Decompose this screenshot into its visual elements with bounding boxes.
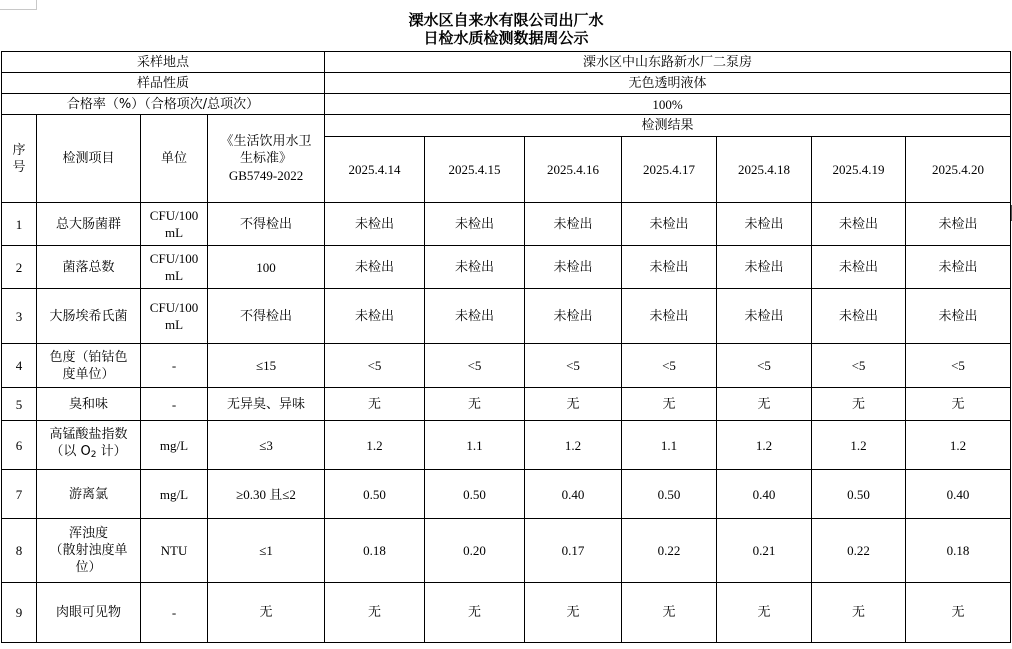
result-cell: <5 — [812, 344, 906, 388]
row-item-line: 大肠埃希氏菌 — [49, 308, 128, 324]
info-value: 100% — [325, 94, 1011, 115]
header-results: 检测结果 — [325, 115, 1011, 137]
result-cell: 1.2 — [906, 421, 1011, 470]
report-title: 溧水区自来水有限公司出厂水 — [408, 11, 604, 29]
header-standard-line: GB5749-2022 — [228, 168, 304, 183]
header-standard-line: 生标准》 — [240, 151, 293, 166]
row-item-line: 肉眼可见物 — [55, 605, 121, 620]
row-unit-line: CFU/100 — [149, 208, 199, 223]
result-cell: 0.40 — [906, 470, 1011, 519]
header-row — [2, 115, 1011, 137]
row-unit — [141, 246, 208, 289]
row-item — [37, 289, 141, 344]
row-item-part: 计） — [96, 444, 127, 459]
info-label: 样品性质 — [2, 73, 325, 94]
result-cell: 未检出 — [622, 203, 717, 246]
row-item — [37, 388, 141, 421]
result-cell: 1.1 — [425, 421, 525, 470]
result-cell: 无 — [812, 583, 906, 643]
row-limit: 不得检出 — [208, 289, 325, 344]
row-item-line: 游离氯 — [68, 486, 108, 502]
result-cell: 未检出 — [812, 203, 906, 246]
row-item-line: 臭和味 — [68, 396, 108, 412]
result-cell: 未检出 — [812, 289, 906, 344]
row-limit: 无 — [208, 583, 325, 643]
row-unit-line: CFU/100 — [149, 251, 199, 266]
result-cell: 无 — [425, 388, 525, 421]
header-standard-line: 《生活饮用水卫 — [220, 134, 312, 149]
row-limit: ≤1 — [208, 519, 325, 583]
header-seq-line: 序 — [12, 142, 26, 158]
result-cell: 无 — [622, 583, 717, 643]
row-limit: 100 — [208, 246, 325, 289]
result-cell: 未检出 — [525, 246, 622, 289]
water-quality-table — [1, 51, 1011, 643]
row-item — [37, 421, 141, 470]
row-limit: 不得检出 — [208, 203, 325, 246]
row-unit-line: - — [171, 396, 177, 412]
result-cell: <5 — [525, 344, 622, 388]
row-limit: 无异臭、异味 — [208, 388, 325, 421]
result-cell: 无 — [906, 583, 1011, 643]
row-item-part: （以 O — [50, 444, 91, 459]
table-row — [2, 203, 1011, 246]
result-cell: 0.40 — [717, 470, 812, 519]
row-unit-line: mL — [164, 268, 184, 283]
result-cell: 未检出 — [717, 289, 812, 344]
row-unit-line: mg/L — [159, 486, 189, 502]
result-cell: 未检出 — [325, 289, 425, 344]
result-cell: 未检出 — [425, 246, 525, 289]
report-subtitle: 日检水质检测数据周公示 — [423, 29, 589, 47]
row-unit-line: mL — [164, 225, 184, 240]
info-value: 无色透明液体 — [325, 73, 1011, 94]
date-header: 2025.4.15 — [425, 137, 525, 203]
row-unit-line: NTU — [160, 543, 188, 558]
result-cell: 无 — [906, 388, 1011, 421]
result-cell: 未检出 — [525, 289, 622, 344]
row-unit — [141, 583, 208, 643]
row-item-line: 色度（铂钴色 — [49, 349, 128, 365]
result-cell: 0.22 — [812, 519, 906, 583]
row-unit-line: mL — [164, 317, 184, 332]
result-cell: 0.18 — [906, 519, 1011, 583]
table-row — [2, 519, 1011, 583]
row-item-line: 菌落总数 — [62, 259, 115, 275]
row-number: 8 — [2, 519, 37, 583]
result-cell: 无 — [525, 583, 622, 643]
info-row — [2, 94, 1011, 115]
result-cell: 无 — [812, 388, 906, 421]
row-number: 2 — [2, 246, 37, 289]
row-number: 4 — [2, 344, 37, 388]
result-cell: 未检出 — [325, 203, 425, 246]
result-cell: 1.2 — [325, 421, 425, 470]
result-cell: 未检出 — [906, 246, 1011, 289]
row-unit — [141, 344, 208, 388]
info-value: 溧水区中山东路新水厂二泵房 — [325, 52, 1011, 73]
subscript: 2 — [90, 450, 97, 460]
result-cell: 无 — [325, 583, 425, 643]
result-cell: 0.21 — [717, 519, 812, 583]
result-cell: 0.50 — [812, 470, 906, 519]
result-cell: <5 — [325, 344, 425, 388]
row-unit-line: - — [171, 358, 177, 373]
result-cell: 未检出 — [812, 246, 906, 289]
row-number: 5 — [2, 388, 37, 421]
row-item — [37, 583, 141, 643]
result-cell: 0.50 — [622, 470, 717, 519]
row-number: 9 — [2, 583, 37, 643]
result-cell: 未检出 — [622, 246, 717, 289]
date-header: 2025.4.17 — [622, 137, 717, 203]
table-row — [2, 421, 1011, 470]
result-cell: 无 — [717, 583, 812, 643]
row-unit-line: mg/L — [159, 437, 189, 453]
row-limit: ≤3 — [208, 421, 325, 470]
result-cell: 无 — [717, 388, 812, 421]
row-number: 7 — [2, 470, 37, 519]
result-cell: 未检出 — [717, 203, 812, 246]
result-cell: <5 — [717, 344, 812, 388]
result-cell: 0.40 — [525, 470, 622, 519]
table-row — [2, 583, 1011, 643]
header-item: 检测项目 — [37, 115, 141, 203]
table-row — [2, 246, 1011, 289]
row-item — [37, 344, 141, 388]
date-header: 2025.4.16 — [525, 137, 622, 203]
header-seq-line: 号 — [12, 159, 26, 175]
row-item-line: 度单位） — [62, 366, 115, 382]
date-header: 2025.4.18 — [717, 137, 812, 203]
row-unit-line: CFU/100 — [149, 300, 199, 315]
date-header: 2025.4.20 — [906, 137, 1011, 203]
row-item-line: （散射浊度单 — [49, 543, 128, 558]
row-limit: ≤15 — [208, 344, 325, 388]
table-row — [2, 470, 1011, 519]
row-unit — [141, 388, 208, 421]
row-item — [37, 246, 141, 289]
row-item — [37, 203, 141, 246]
result-cell: 未检出 — [325, 246, 425, 289]
result-cell: 未检出 — [525, 203, 622, 246]
row-unit — [141, 519, 208, 583]
result-cell: 无 — [525, 388, 622, 421]
info-label: 合格率（%）（合格项次/总项次） — [2, 94, 325, 115]
row-unit — [141, 203, 208, 246]
result-cell: 未检出 — [717, 246, 812, 289]
row-unit — [141, 470, 208, 519]
row-number: 6 — [2, 421, 37, 470]
result-cell: 0.20 — [425, 519, 525, 583]
date-header: 2025.4.14 — [325, 137, 425, 203]
row-unit — [141, 421, 208, 470]
row-unit-line: - — [171, 605, 177, 620]
row-item — [37, 519, 141, 583]
date-header: 2025.4.19 — [812, 137, 906, 203]
row-limit: ≥0.30 且≤2 — [208, 470, 325, 519]
row-item-line: 浑浊度 — [68, 526, 108, 541]
row-item — [37, 470, 141, 519]
table-row — [2, 388, 1011, 421]
result-cell: 未检出 — [906, 289, 1011, 344]
result-cell: 0.18 — [325, 519, 425, 583]
info-row — [2, 52, 1011, 73]
result-cell: 0.22 — [622, 519, 717, 583]
result-cell: 1.2 — [812, 421, 906, 470]
header-seq — [2, 115, 37, 203]
result-cell: 无 — [425, 583, 525, 643]
result-cell: 未检出 — [906, 203, 1011, 246]
corner-mark — [0, 0, 37, 10]
row-item-line: 位） — [75, 560, 102, 575]
row-item-line: 总大肠菌群 — [55, 216, 121, 232]
info-row — [2, 73, 1011, 94]
result-cell: 0.17 — [525, 519, 622, 583]
header-unit: 单位 — [141, 115, 208, 203]
result-cell: 未检出 — [622, 289, 717, 344]
result-cell: <5 — [906, 344, 1011, 388]
row-number: 1 — [2, 203, 37, 246]
info-label: 采样地点 — [2, 52, 325, 73]
result-cell: 无 — [325, 388, 425, 421]
result-cell: 未检出 — [425, 289, 525, 344]
row-item-line — [39, 443, 138, 464]
result-cell: 无 — [622, 388, 717, 421]
result-cell: 未检出 — [425, 203, 525, 246]
row-unit — [141, 289, 208, 344]
result-cell: <5 — [425, 344, 525, 388]
table-row — [2, 289, 1011, 344]
result-cell: 0.50 — [425, 470, 525, 519]
result-cell: 1.2 — [525, 421, 622, 470]
result-cell: <5 — [622, 344, 717, 388]
row-number: 3 — [2, 289, 37, 344]
result-cell: 1.1 — [622, 421, 717, 470]
result-cell: 1.2 — [717, 421, 812, 470]
header-standard — [208, 115, 325, 203]
row-item-line: 高锰酸盐指数 — [49, 427, 128, 442]
table-row — [2, 344, 1011, 388]
result-cell: 0.50 — [325, 470, 425, 519]
